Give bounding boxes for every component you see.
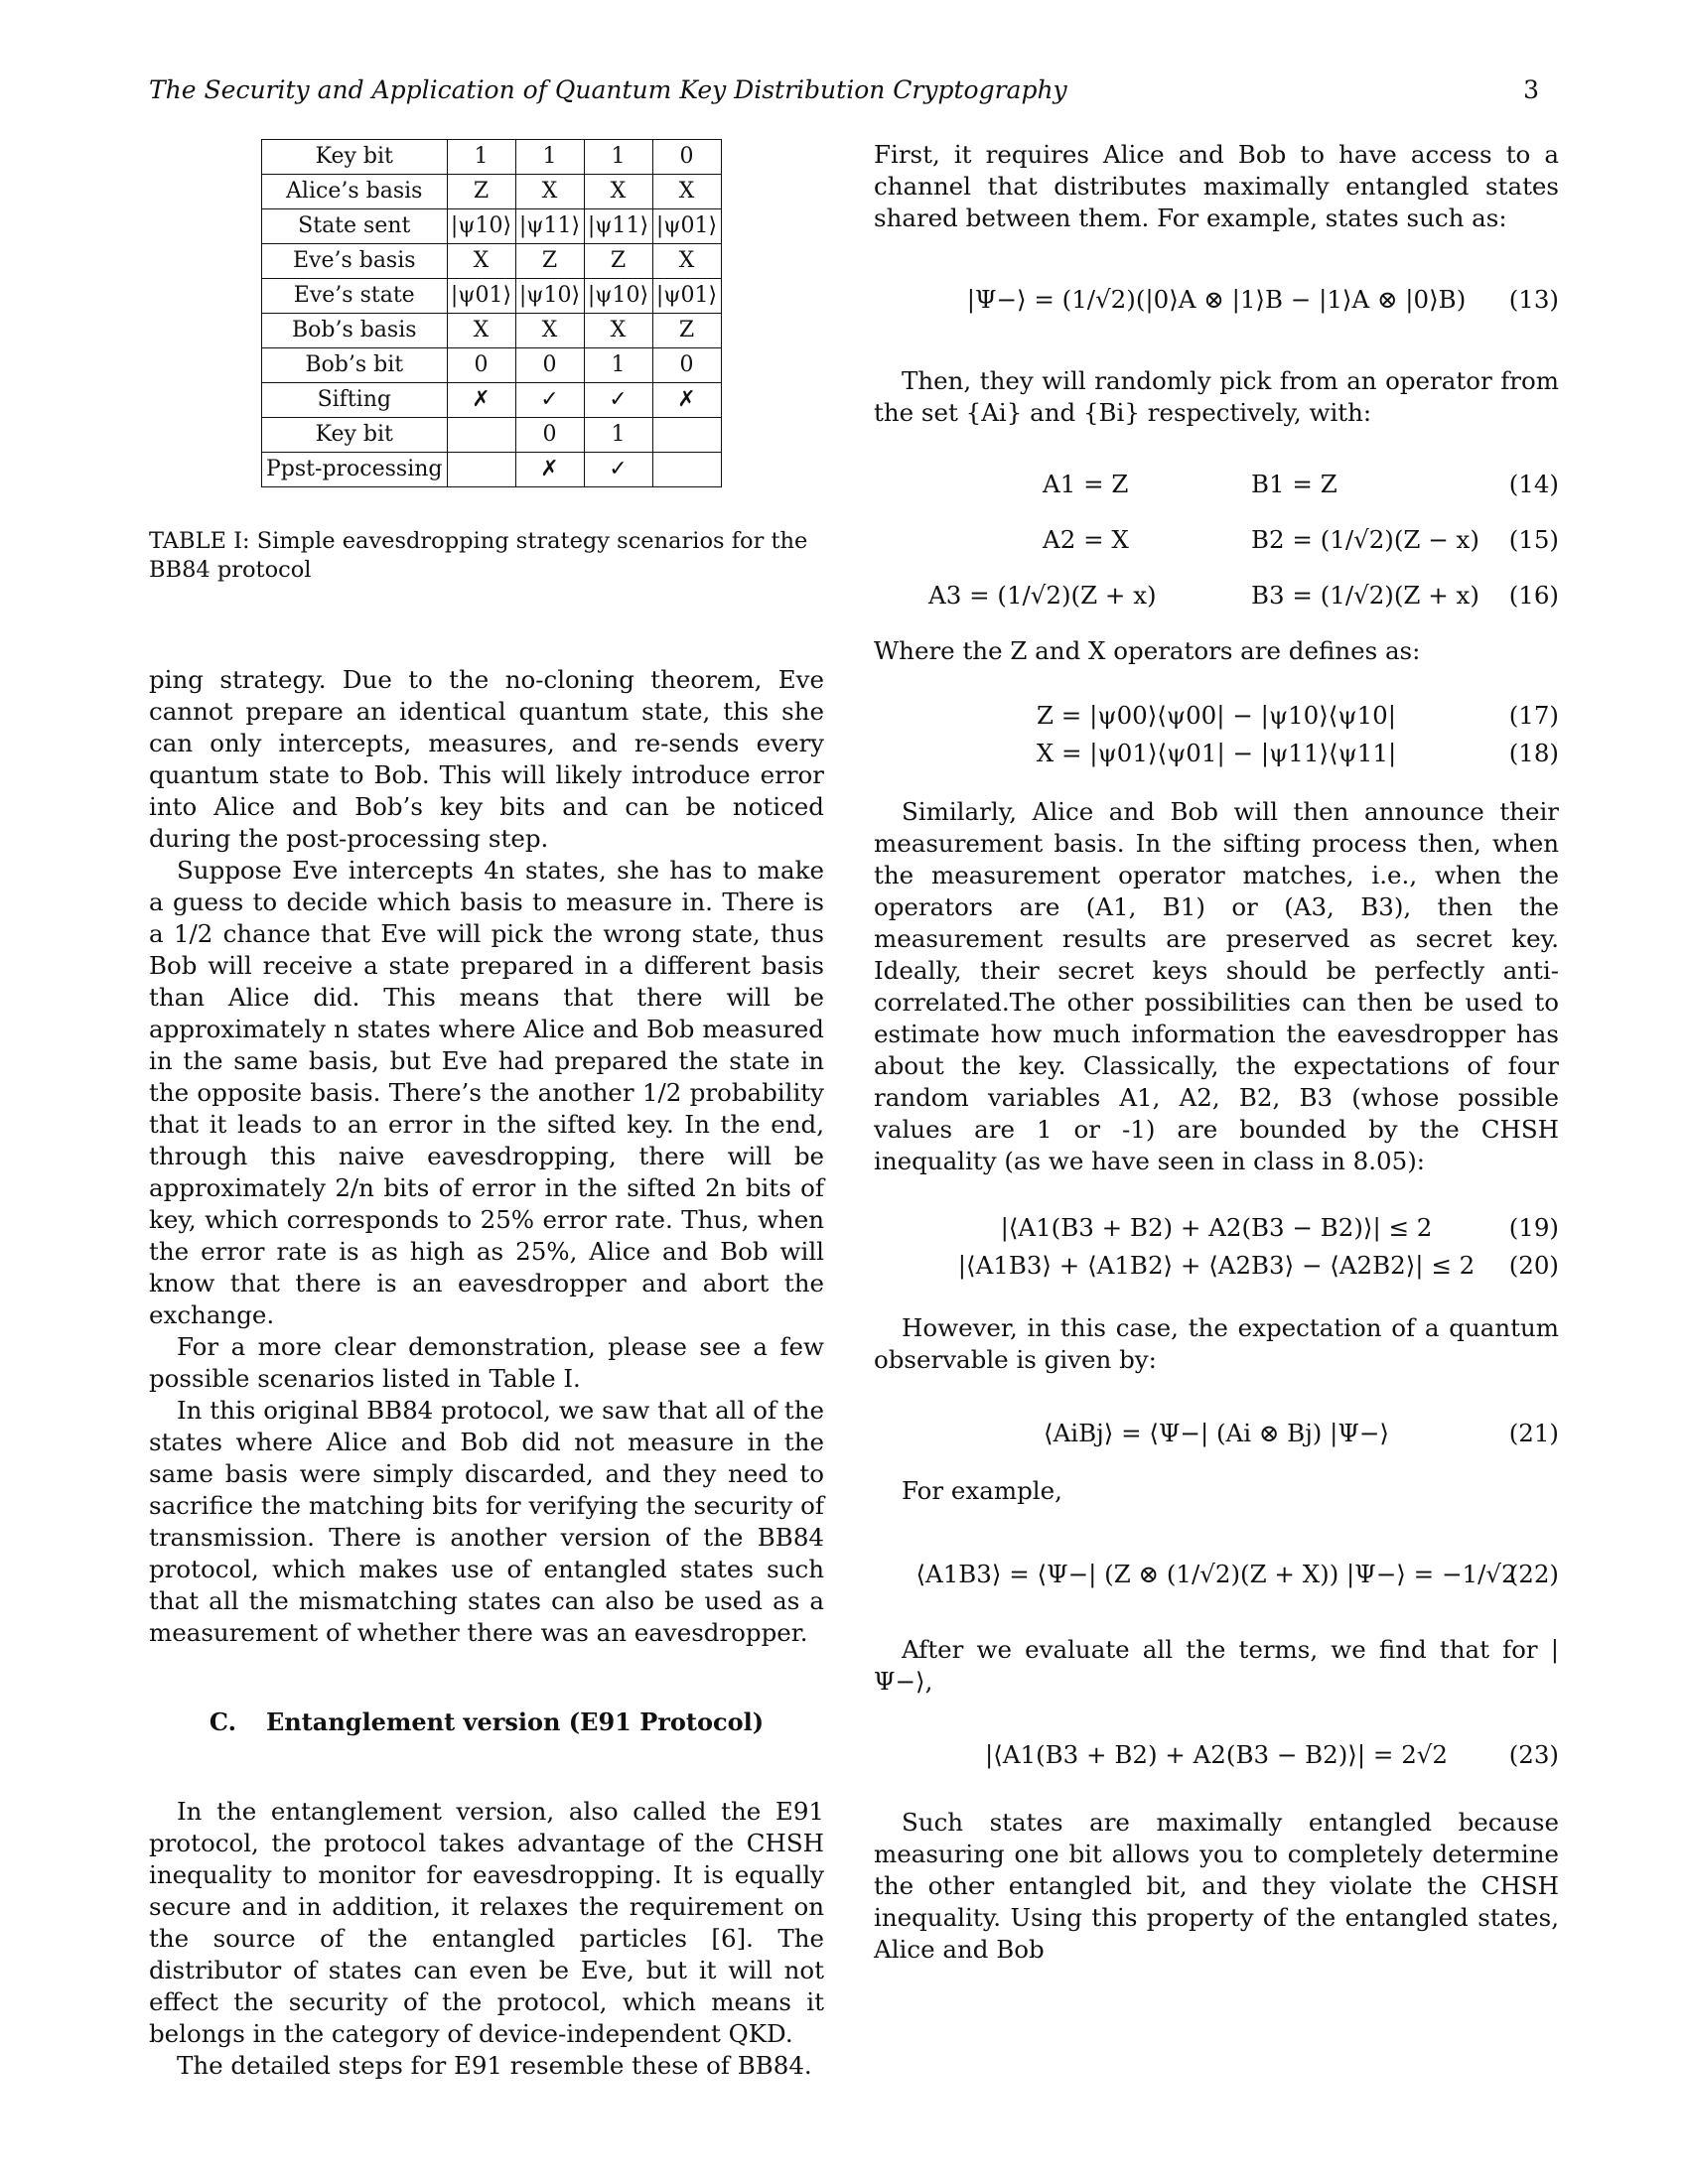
paragraph: After we evaluate all the terms, we find that for |Ψ−⟩, xyxy=(874,1635,1559,1696)
equation-17: Z = |ψ00⟩⟨ψ00| − |ψ10⟩⟨ψ10| (17) xyxy=(1036,701,1559,730)
table-row xyxy=(262,244,722,279)
equation-23: |⟨A1(B3 + B2) + A2(B3 − B2)⟩| = 2√2 (23) xyxy=(985,1740,1559,1769)
bb84-table xyxy=(261,139,722,487)
equation-13: |Ψ−⟩ = (1/√2)(|0⟩A ⊗ |1⟩B − |1⟩A ⊗ |0⟩B) (13) xyxy=(966,285,1559,314)
paragraph: The detailed steps for E91 resemble these of BB84. xyxy=(177,2051,812,2080)
equation-15: A2 = X B2 = (1/√2)(Z − x) (15) xyxy=(1043,525,1559,554)
table-cell xyxy=(447,453,515,487)
row-label: State sent xyxy=(262,209,448,244)
table-cell: Z xyxy=(515,244,584,279)
table-cell: |ψ01⟩ xyxy=(447,279,515,314)
table-cell: X xyxy=(652,244,721,279)
table-row xyxy=(262,140,722,175)
table-cell: |ψ10⟩ xyxy=(447,209,515,244)
table-cell: Z xyxy=(447,175,515,209)
equation-20: |⟨A1B3⟩ + ⟨A1B2⟩ + ⟨A2B3⟩ − ⟨A2B2⟩| ≤ 2 (20) xyxy=(957,1251,1559,1280)
table-row xyxy=(262,279,722,314)
equation-14: A1 = Z B1 = Z (14) xyxy=(1043,470,1559,498)
table-cell: Z xyxy=(652,314,721,348)
table-row xyxy=(262,175,722,209)
equation-19: |⟨A1(B3 + B2) + A2(B3 − B2)⟩| ≤ 2 (19) xyxy=(1000,1213,1559,1242)
row-label: Bob’s bit xyxy=(262,348,448,383)
equation-16: A3 = (1/√2)(Z + x) B3 = (1/√2)(Z + x) (16) xyxy=(928,581,1559,610)
table-cell xyxy=(652,418,721,453)
row-label: Alice’s basis xyxy=(262,175,448,209)
row-label: Key bit xyxy=(262,140,448,175)
table-cell: 1 xyxy=(515,140,584,175)
paragraph: ping strategy. Due to the no-cloning theorem, Eve cannot prepare an identical quantum state, this she can only intercepts, measures, and re-sends every quantum state to Bob. This will likely introduce error into Alice and Bob’s key bits and can be noticed during the post-processing step. xyxy=(149,665,824,853)
table-cell xyxy=(652,453,721,487)
table-cell: ✓ xyxy=(515,383,584,418)
table-cell: 1 xyxy=(584,140,652,175)
equations-19-20 xyxy=(874,1209,1559,1285)
paragraph: However, in this case, the expectation of a quantum observable is given by: xyxy=(874,1313,1559,1374)
table-cell: X xyxy=(584,175,652,209)
table-cell: |ψ11⟩ xyxy=(584,209,652,244)
paragraph: For example, xyxy=(902,1476,1062,1505)
table-cell: Z xyxy=(584,244,652,279)
paper-title: The Security and Application of Quantum Key Distribution Cryptography xyxy=(149,75,1067,104)
table-cell: ✓ xyxy=(584,453,652,487)
table-cell: 0 xyxy=(447,348,515,383)
table-row xyxy=(262,209,722,244)
table-cell: ✗ xyxy=(447,383,515,418)
table-cell: ✗ xyxy=(652,383,721,418)
table-cell: 0 xyxy=(515,348,584,383)
section-heading xyxy=(149,1706,824,1738)
table-cell xyxy=(447,418,515,453)
table-row xyxy=(262,453,722,487)
table-cell: X xyxy=(652,175,721,209)
right-column xyxy=(874,139,1559,1966)
row-label: Eve’s state xyxy=(262,279,448,314)
section-title: Entanglement version (E91 Protocol) xyxy=(265,1707,765,1736)
table-cell: 1 xyxy=(584,418,652,453)
section-number: C. xyxy=(209,1707,236,1736)
equation-21: ⟨AiBj⟩ = ⟨Ψ−| (Ai ⊗ Bj) |Ψ−⟩ (21) xyxy=(1044,1419,1559,1447)
paragraph: For a more clear demonstration, please see a few possible scenarios listed in Table I. xyxy=(149,1332,824,1393)
table-cell: X xyxy=(447,244,515,279)
paragraph: In this original BB84 protocol, we saw that all of the states where Alice and Bob did not measure in the same basis were simply discarded, and they need to sacrifice the matching bits for verifying the security of transmission. There is another version of the BB84 protocol, which makes use of entangled states such that all the mismatching states can also be used as a measurement of whether there was an eavesdropper. xyxy=(149,1396,824,1647)
table-cell: |ψ01⟩ xyxy=(652,209,721,244)
table-row xyxy=(262,383,722,418)
row-label: Key bit xyxy=(262,418,448,453)
table-cell: 1 xyxy=(584,348,652,383)
table-cell: 0 xyxy=(515,418,584,453)
table-cell: |ψ10⟩ xyxy=(584,279,652,314)
table-row xyxy=(262,418,722,453)
row-label: Ppst-processing xyxy=(262,453,448,487)
table-cell: 0 xyxy=(652,140,721,175)
table-cell: X xyxy=(515,175,584,209)
paragraph: In the entanglement version, also called the E91 protocol, the protocol takes advantage of the CHSH inequality to monitor for eavesdropping. It is equally secure and in addition, it relaxes the requirement on the source of the entangled particles [6]. The distributor of states can even be Eve, but it will not effect the security of the protocol, which means it belongs in the category of device-independent QKD. xyxy=(149,1797,824,2048)
paragraph: Suppose Eve intercepts 4n states, she has to make a guess to decide which basis to measure in. There is a 1/2 chance that Eve will pick the wrong state, thus Bob will receive a state prepared in a different basis than Alice did. This means that there will be approximately n states where Alice and Bob measured in the same basis, but Eve had prepared the state in the opposite basis. There’s the another 1/2 probability that it leads to an error in the sifted key. In the end, through this naive eavesdropping, there will be approximately 2/n bits of error in the sifted 2n bits of key, which corresponds to 25% error rate. Thus, when the error rate is as high as 25%, Alice and Bob will know that there is an eavesdropper and abort the exchange. xyxy=(149,856,824,1329)
table-cell: ✓ xyxy=(584,383,652,418)
paragraph: Similarly, Alice and Bob will then announce their measurement basis. In the sifting process then, when the measurement operator matches, i.e., when the operators are (A1, B1) or (A3, B3), then the measurement results are preserved as secret key. Ideally, their secret keys should be perfectly anti-correlated.The other possibilities can then be used to estimate how much information the eavesdropper has about the key. Classically, the expectations of four random variables A1, A2, B2, B3 (whose possible values are 1 or -1) are bounded by the CHSH inequality (as we have seen in class in 8.05): xyxy=(874,797,1559,1175)
table-row xyxy=(262,348,722,383)
equation-22: ⟨A1B3⟩ = ⟨Ψ−| (Z ⊗ (1/√2)(Z + X)) |Ψ−⟩ = −1/√2 (22) xyxy=(915,1560,1559,1588)
row-label: Bob’s basis xyxy=(262,314,448,348)
paragraph: Then, they will randomly pick from an operator from the set {Ai} and {Bi} respectively, with: xyxy=(874,366,1559,427)
table-cell: |ψ10⟩ xyxy=(515,279,584,314)
table-cell: |ψ01⟩ xyxy=(652,279,721,314)
row-label: Sifting xyxy=(262,383,448,418)
table-row xyxy=(262,314,722,348)
table-cell: X xyxy=(447,314,515,348)
table-cell: X xyxy=(515,314,584,348)
table-cell: 1 xyxy=(447,140,515,175)
running-head xyxy=(149,73,1539,107)
row-label: Eve’s basis xyxy=(262,244,448,279)
table-cell: 0 xyxy=(652,348,721,383)
table-cell: X xyxy=(584,314,652,348)
table-cell: ✗ xyxy=(515,453,584,487)
equation-18: X = |ψ01⟩⟨ψ01| − |ψ11⟩⟨ψ11| (18) xyxy=(1036,739,1559,767)
equations-17-18 xyxy=(874,697,1559,772)
paragraph: Such states are maximally entangled because measuring one bit allows you to completely determine the other entangled bit, and they violate the CHSH inequality. Using this property of the entangled states, Alice and Bob xyxy=(874,1808,1559,1964)
paragraph: Where the Z and X operators are defines as: xyxy=(874,636,1421,665)
paragraph: First, it requires Alice and Bob to have access to a channel that distributes maximally entangled states shared between them. For example, states such as: xyxy=(874,140,1559,232)
page-number: 3 xyxy=(1523,75,1539,104)
left-column xyxy=(149,139,824,2082)
table-cell: |ψ11⟩ xyxy=(515,209,584,244)
equations-14-16 xyxy=(874,457,1559,623)
table-caption: TABLE I: Simple eavesdropping strategy scenarios for the BB84 protocol xyxy=(149,528,808,583)
